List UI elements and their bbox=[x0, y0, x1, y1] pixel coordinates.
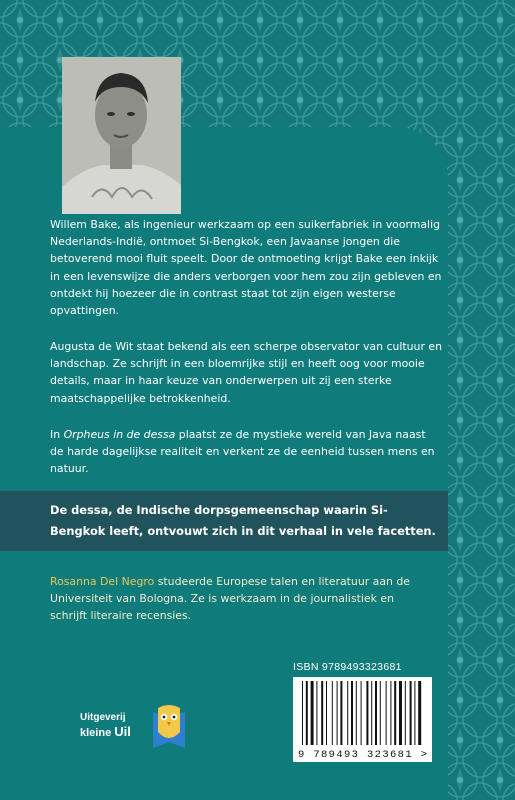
barcode-bar bbox=[340, 681, 342, 745]
barcode-bar bbox=[414, 681, 415, 745]
description-paragraph-2: Augusta de Wit staat bekend als een scherpe observator van cultuur en landschap. Ze schrijft in een bloemrijke stijl en heeft oog voor mooie details, maar in haar keuze van onderwerpen uit zij een sterke maatschappelijke betrokkenheid. bbox=[50, 340, 442, 405]
author-portrait-photo bbox=[62, 57, 181, 214]
book-title: Orpheus in de dessa bbox=[63, 428, 176, 441]
barcode-bar bbox=[351, 681, 353, 745]
highlight-quote: De dessa, de Indische dorpsgemeenschap waarin Si-Bengkok leeft, ontvouwt zich in dit verhaal in vele facetten. bbox=[50, 503, 436, 538]
description-paragraph-1: Willem Bake, als ingenieur werkzaam op een suikerfabriek in voormalig Nederlands-Indië, ontmoet Si-Bengkok, een Javaanse jongen die betoverend mooi fluit speelt. Door de ontmoeting krijgt Bake een inkijk in een levenswijze die anders verborgen voor hem zou zijn gebleven en ontdekt hij hoezeer die in contrast staat tot zijn eigen westerse opvattingen. bbox=[50, 218, 442, 318]
barcode-bar bbox=[390, 681, 391, 745]
author-bio bbox=[50, 573, 430, 625]
barcode-bar bbox=[386, 681, 387, 745]
barcode-bar bbox=[326, 681, 327, 745]
barcode-bar bbox=[306, 681, 308, 745]
barcode-bar bbox=[302, 681, 303, 745]
barcode-bar bbox=[337, 681, 338, 745]
barcode-digits: 9 789493 323681 > bbox=[298, 749, 427, 761]
paragraph-3-prefix: In bbox=[50, 428, 61, 441]
owl-logo-icon bbox=[150, 704, 188, 750]
barcode-bar bbox=[361, 681, 362, 745]
barcode-bar bbox=[311, 681, 314, 745]
isbn-barcode bbox=[293, 661, 432, 766]
author-name: Rosanna Del Negro bbox=[50, 575, 155, 588]
publisher-line-2b: Uil bbox=[114, 724, 131, 739]
barcode-bar bbox=[399, 681, 402, 745]
barcode-bar bbox=[375, 681, 377, 745]
barcode-bar bbox=[371, 681, 372, 745]
barcode-bar bbox=[394, 681, 396, 745]
barcode-bar bbox=[321, 681, 323, 745]
publisher-line-2 bbox=[80, 725, 131, 740]
barcode-bar bbox=[316, 681, 317, 745]
description-paragraph-3 bbox=[50, 426, 442, 478]
author-bio-text: studeerde Europese talen en literatuur aan de Universiteit van Bologna. Ze is werkzaam in de journalistiek en schrijft literaire recensies. bbox=[50, 575, 410, 623]
barcode-icon bbox=[293, 677, 432, 762]
barcode-bar bbox=[418, 681, 421, 745]
publisher-line-1: Uitgeverij bbox=[80, 712, 126, 723]
highlight-band bbox=[0, 491, 448, 551]
isbn-label: ISBN 9789493323681 bbox=[293, 661, 402, 673]
publisher-logo bbox=[80, 704, 190, 752]
barcode-bar bbox=[356, 681, 357, 745]
barcode-bar bbox=[405, 681, 406, 745]
barcode-bar bbox=[332, 681, 333, 745]
barcode-bar bbox=[366, 681, 368, 745]
publisher-line-2a: kleine bbox=[80, 727, 112, 739]
barcode-bar bbox=[347, 681, 348, 745]
barcode-bar bbox=[410, 681, 412, 745]
paragraph-3-rest: plaatst ze de mystieke wereld van Java naast de harde dagelijkse realiteit en verkent ze de eenheid tussen mens en natuur. bbox=[50, 428, 435, 476]
barcode-bar bbox=[380, 681, 381, 745]
publisher-name bbox=[80, 711, 131, 740]
